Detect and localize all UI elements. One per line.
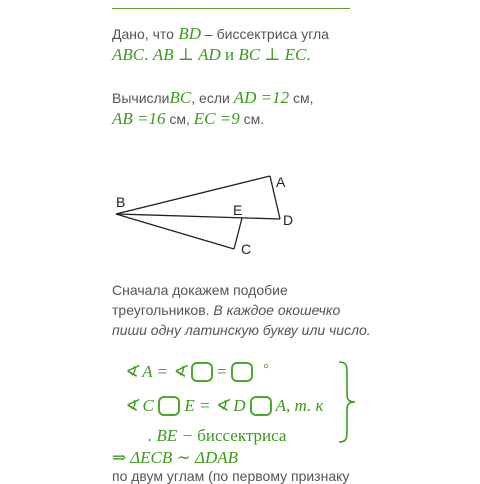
task-unit-2: см,: [165, 111, 194, 127]
given-perp-1: ⊥: [173, 45, 199, 64]
system-row-3: [148, 426, 286, 446]
task-line-1: [112, 88, 314, 108]
task-line-2: [112, 109, 264, 129]
task-compute: Вычисли: [112, 90, 170, 106]
row3-be: . BE −: [148, 426, 193, 445]
conclusion-line: [112, 448, 238, 468]
given-ec: EC: [284, 45, 307, 64]
answer-box-2[interactable]: [231, 362, 253, 382]
right-brace-icon: [336, 360, 358, 444]
given-perp-2: ⊥: [260, 45, 285, 64]
label-e: E: [233, 202, 243, 218]
label-a: A: [276, 174, 286, 190]
given-dot: .: [144, 45, 149, 64]
task-unit-3: см.: [239, 111, 265, 127]
row2-angle-c: ∢ C: [124, 396, 154, 415]
answer-box-1[interactable]: [191, 362, 213, 382]
given-end-dot: .: [306, 45, 311, 64]
segment-bd: [116, 214, 280, 219]
segment-ba: [116, 176, 270, 214]
instruction-plain: треугольников.: [112, 302, 214, 318]
given-bd: BD: [178, 24, 202, 43]
row2-a-tk: A, т. к: [271, 396, 324, 415]
task-ec-eq: EC =9: [193, 109, 240, 128]
given-line-1: [112, 24, 329, 44]
given-bisector-text: биссектриса угла: [216, 26, 329, 42]
task-unit-1: см,: [289, 90, 314, 106]
segment-bc: [116, 214, 234, 249]
conclusion-implies: ⇒ ΔECB ∼ ΔDAB: [112, 448, 239, 467]
instruction-line-3: пиши одну латинскую букву или число.: [112, 322, 371, 338]
label-b: B: [116, 194, 126, 210]
given-prefix: Дано, что: [112, 26, 174, 42]
task-bc: BC: [169, 88, 192, 107]
task-ab-eq: AB =16: [112, 109, 166, 128]
given-ab: AB: [152, 45, 174, 64]
system-row-1: [124, 362, 269, 382]
given-ad: AD: [198, 45, 221, 64]
instruction-line-1: Сначала докажем подобие: [112, 282, 288, 298]
instruction-italic-1: В каждое окошечко: [213, 302, 341, 318]
row2-e-eq: E = ∢ D: [180, 396, 246, 415]
geometry-figure: [100, 165, 320, 265]
given-line-2: [112, 45, 311, 65]
answer-box-3[interactable]: [158, 396, 180, 416]
given-abc: ABC: [112, 45, 145, 64]
row3-bisector: биссектриса: [193, 426, 287, 445]
given-and: и: [220, 45, 239, 64]
header-divider: [112, 8, 350, 9]
instruction-line-2: [112, 302, 340, 320]
label-d: D: [283, 212, 294, 228]
given-dash: –: [201, 26, 217, 42]
conclusion-reason: по двум углам (по первому признаку: [112, 468, 350, 484]
given-bc: BC: [238, 45, 261, 64]
task-if: , если: [191, 90, 234, 106]
row1-degree: °: [263, 362, 269, 377]
task-ad-eq: AD =12: [233, 88, 290, 107]
row1-equals: =: [212, 362, 231, 381]
system-row-2: [124, 396, 324, 416]
answer-box-4[interactable]: [250, 396, 272, 416]
label-c: C: [241, 241, 252, 257]
row1-angle-a: ∢ A = ∢: [124, 362, 187, 381]
